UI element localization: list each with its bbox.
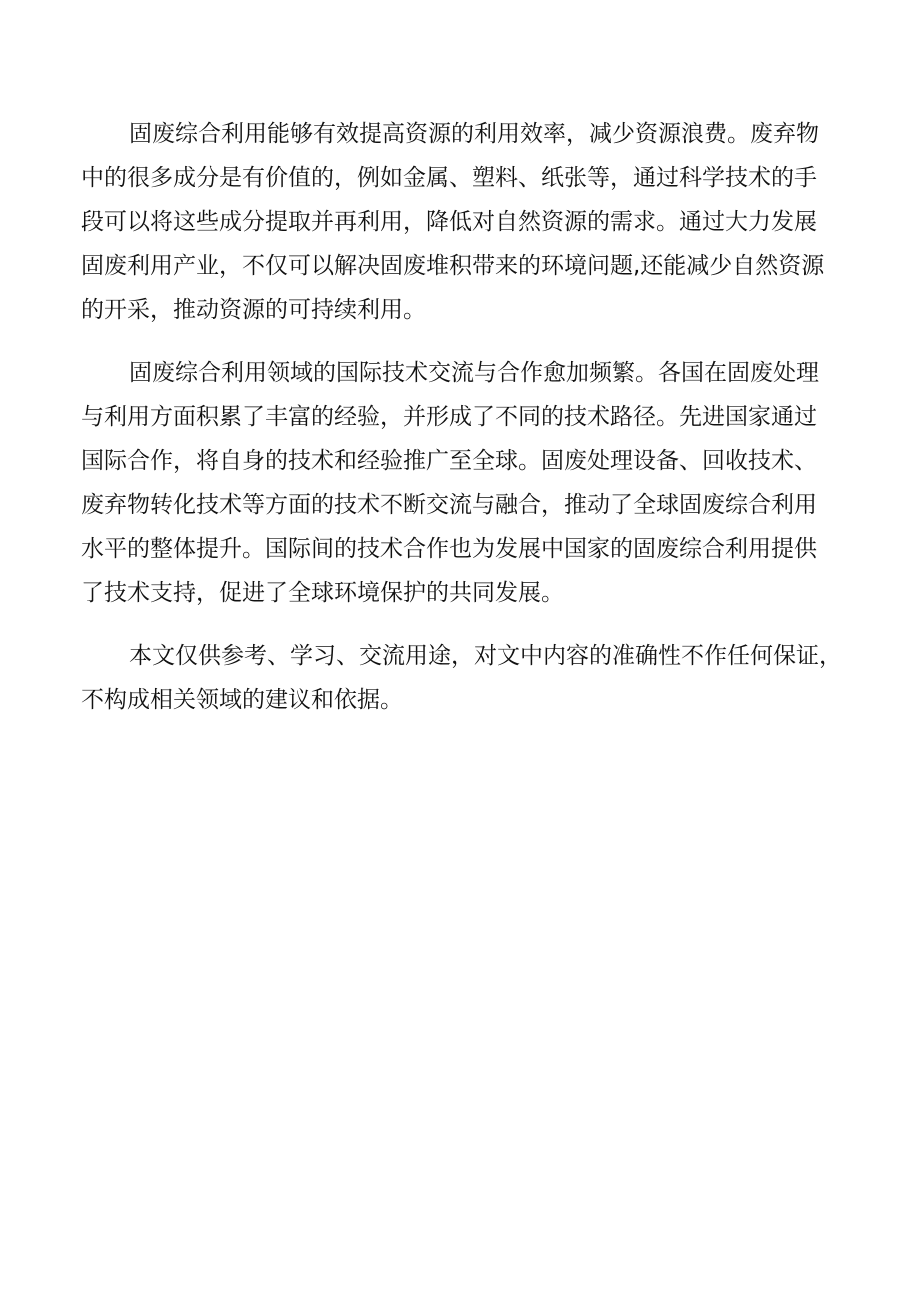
text-line: 水平的整体提升。国际间的技术合作也为发展中国家的固废综合利用提供 [81, 536, 817, 562]
text-line: 废弃物转化技术等方面的技术不断交流与融合，推动了全球固废综合利用 [81, 492, 817, 518]
text-line: 段可以将这些成分提取并再利用，降低对自然资源的需求。通过大力发展 [81, 209, 817, 235]
text-line: 不构成相关领域的建议和依据。 [81, 687, 403, 713]
text-line: 的开采，推动资源的可持续利用。 [81, 297, 426, 323]
text-line: 固废综合利用能够有效提高资源的利用效率，减少资源浪费。废弃物 [129, 121, 819, 147]
paragraph-1 [81, 112, 837, 332]
paragraph-2 [81, 351, 837, 615]
document-body [81, 112, 842, 741]
text-line: 国际合作，将自身的技术和经验推广至全球。固废处理设备、回收技术、 [81, 448, 817, 474]
text-line: 与利用方面积累了丰富的经验，并形成了不同的技术路径。先进国家通过 [81, 404, 817, 430]
text-line: 了技术支持，促进了全球环境保护的共同发展。 [81, 580, 564, 606]
paragraph-3-disclaimer [81, 634, 842, 722]
text-line: 中的很多成分是有价值的，例如金属、塑料、纸张等，通过科学技术的手 [81, 165, 817, 191]
text-line: 本文仅供参考、学习、交流用途，对文中内容的准确性不作任何保证， [129, 643, 842, 669]
text-line: 固废利用产业，不仅可以解决固废堆积带来的环境问题,还能减少自然资源 [81, 253, 825, 279]
text-line: 固废综合利用领域的国际技术交流与合作愈加频繁。各国在固废处理 [129, 360, 819, 386]
